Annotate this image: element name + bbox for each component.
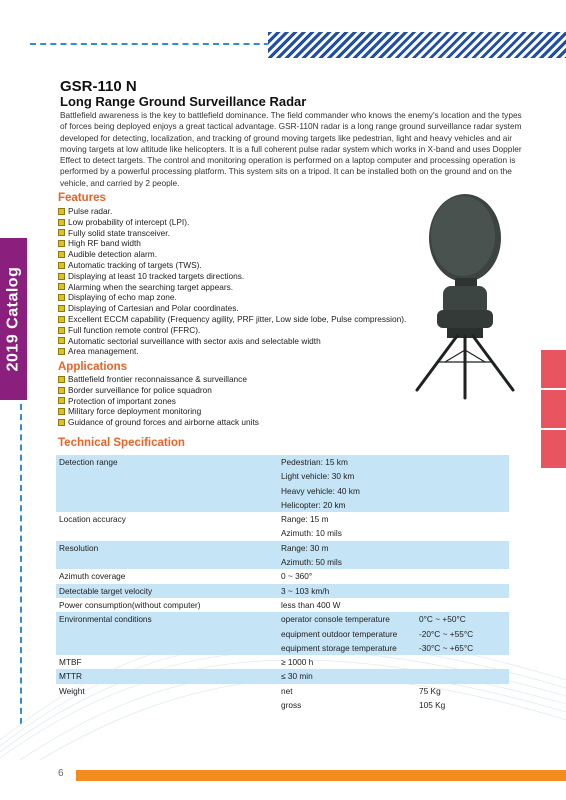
- spec-label: MTTR: [59, 671, 83, 682]
- spec-extra-value: 0°C ~ +50°C: [419, 614, 466, 625]
- bullet-icon: [58, 208, 65, 215]
- spec-extra-value: 75 Kg: [419, 685, 441, 696]
- spec-value: Heavy vehicle: 40 km: [281, 485, 360, 496]
- spec-value: 0 ~ 360°: [281, 571, 313, 582]
- spec-label: Power consumption(without computer): [59, 599, 201, 610]
- side-tab-3: [541, 430, 566, 468]
- bullet-icon: [58, 273, 65, 280]
- table-row: [56, 584, 509, 598]
- spec-value: Helicopter: 20 km: [281, 499, 346, 510]
- list-item: [58, 406, 259, 417]
- spec-extra-value: -20°C ~ +55°C: [419, 628, 474, 639]
- list-item: [58, 374, 259, 385]
- spec-extra-value: -30°C ~ +65°C: [419, 642, 474, 653]
- features-heading: Features: [58, 192, 106, 204]
- bullet-icon: [58, 283, 65, 290]
- bullet-icon: [58, 219, 65, 226]
- spec-value: equipment outdoor temperature: [281, 628, 398, 639]
- list-item-text: Military force deployment monitoring: [68, 406, 202, 417]
- bullet-icon: [58, 294, 65, 301]
- list-item-text: High RF band width: [68, 238, 141, 249]
- spec-label: Weight: [59, 685, 85, 696]
- spec-value: gross: [281, 700, 302, 711]
- list-item: [58, 282, 406, 293]
- spec-value: Light vehicle: 30 km: [281, 471, 355, 482]
- bullet-icon: [58, 229, 65, 236]
- product-intro: Battlefield awareness is the key to battlefield dominance. The field commander who knows the enemy's location and the types of forces being deployed enjoys a great tactical advantage. GSR-110N radar is a long range ground surveillance radar system developed for detecting, localization, and tracking of ground moving targets like pedestrian, light and heavy vehicles and air moving targets at low altitude like helicopters. It is a full coherent pulse radar system which works in X-band and uses Doppler Effect to detect targets. The control and monitoring operation is performed on a laptop computer and processing operation is performed by a powerful processing platform. This system sits on a tripod. It can be installed both on the ground and on the vehicle, and carried by 2 people.: [60, 110, 522, 188]
- list-item-text: Area management.: [68, 346, 139, 357]
- list-item: [58, 238, 406, 249]
- list-item-text: Alarming when the searching target appears.: [68, 281, 234, 292]
- list-item-text: Automatic tracking of targets (TWS).: [68, 259, 202, 270]
- list-item: [58, 314, 406, 325]
- spec-value: operator console temperature: [281, 614, 390, 625]
- spec-value: Azimuth: 10 mils: [281, 528, 342, 539]
- spec-label: Azimuth coverage: [59, 571, 126, 582]
- list-item-text: Fully solid state transceiver.: [68, 227, 170, 238]
- list-item-text: Displaying of echo map zone.: [68, 292, 177, 303]
- list-item-text: Border surveillance for police squadron: [68, 384, 212, 395]
- spec-value: Range: 15 m: [281, 514, 329, 525]
- spec-value: Pedestrian: 15 km: [281, 457, 348, 467]
- header-dashed-line: [30, 43, 280, 45]
- table-row: [56, 655, 509, 669]
- table-row: [56, 455, 509, 512]
- bullet-icon: [58, 337, 65, 344]
- spec-value: less than 400 W: [281, 599, 341, 610]
- list-item-text: Battlefield frontier reconnaissance & surveillance: [68, 374, 247, 384]
- radar-image: [395, 190, 535, 410]
- list-item: [58, 292, 406, 303]
- table-row: [56, 541, 509, 570]
- features-list: [58, 206, 406, 357]
- bullet-icon: [58, 376, 65, 383]
- table-row: [56, 669, 509, 683]
- table-row: [56, 598, 509, 612]
- spec-value: ≥ 1000 h: [281, 657, 314, 668]
- bullet-icon: [58, 262, 65, 269]
- applications-list: [58, 374, 259, 428]
- table-row: [56, 512, 509, 541]
- list-item: [58, 217, 406, 228]
- page-number: 6: [58, 768, 64, 779]
- list-item: [58, 385, 259, 396]
- list-item: [58, 260, 406, 271]
- list-item: [58, 206, 406, 217]
- list-item-text: Displaying at least 10 tracked targets directions.: [68, 270, 245, 281]
- list-item-text: Displaying of Cartesian and Polar coordinates.: [68, 303, 239, 314]
- bullet-icon: [58, 348, 65, 355]
- bullet-icon: [58, 327, 65, 334]
- applications-heading: Applications: [58, 361, 128, 373]
- spec-value: equipment storage temperature: [281, 642, 397, 653]
- spec-label: MTBF: [59, 657, 82, 668]
- list-item: [58, 249, 406, 260]
- spec-value: Range: 30 m: [281, 542, 329, 553]
- list-item-text: Protection of important zones: [68, 395, 176, 406]
- bullet-icon: [58, 251, 65, 258]
- product-subtitle: Long Range Ground Surveillance Radar: [60, 94, 307, 109]
- spec-value: ≤ 30 min: [281, 671, 313, 682]
- list-item: [58, 346, 406, 357]
- list-item-text: Automatic sectorial surveillance with sector axis and selectable width: [68, 335, 321, 346]
- list-item-text: Excellent ECCM capability (Frequency agility, PRF jitter, Low side lobe, Pulse compression).: [68, 313, 407, 324]
- spec-label: Environmental conditions: [59, 614, 152, 625]
- table-row: [56, 569, 509, 583]
- table-row: [56, 612, 509, 655]
- side-tab-2: [541, 390, 566, 428]
- bullet-icon: [58, 240, 65, 247]
- spec-heading: Technical Specification: [58, 437, 185, 449]
- header-stripe-bar: [268, 32, 566, 58]
- list-item: [58, 325, 406, 336]
- list-item: [58, 396, 259, 407]
- bullet-icon: [58, 397, 65, 404]
- spec-label: Detectable target velocity: [59, 585, 153, 596]
- spec-label: Detection range: [59, 457, 118, 467]
- table-row: [56, 684, 509, 713]
- list-item-text: Pulse radar.: [68, 206, 113, 216]
- bullet-icon: [58, 419, 65, 426]
- list-item-text: Low probability of intercept (LPI).: [68, 216, 190, 227]
- bullet-icon: [58, 316, 65, 323]
- footer-bar: [76, 770, 566, 781]
- catalog-label: 2019 Catalog: [4, 266, 22, 372]
- spec-table: [56, 455, 509, 712]
- bullet-icon: [58, 387, 65, 394]
- list-item: [58, 417, 259, 428]
- spec-value: Azimuth: 50 mils: [281, 557, 342, 568]
- spec-value: net: [281, 685, 293, 696]
- list-item: [58, 228, 406, 239]
- side-tab-1: [541, 350, 566, 388]
- spec-value: 3 ~ 103 km/h: [281, 585, 330, 596]
- list-item: [58, 303, 406, 314]
- list-item-text: Guidance of ground forces and airborne attack units: [68, 417, 259, 428]
- list-item: [58, 271, 406, 282]
- list-item-text: Audible detection alarm.: [68, 249, 158, 260]
- spec-label: Location accuracy: [59, 514, 126, 525]
- spec-extra-value: 105 Kg: [419, 700, 446, 711]
- list-item-text: Full function remote control (FFRC).: [68, 324, 201, 335]
- bullet-icon: [58, 305, 65, 312]
- bullet-icon: [58, 408, 65, 415]
- product-title: GSR-110 N: [60, 78, 137, 95]
- spec-label: Resolution: [59, 542, 99, 553]
- list-item: [58, 336, 406, 347]
